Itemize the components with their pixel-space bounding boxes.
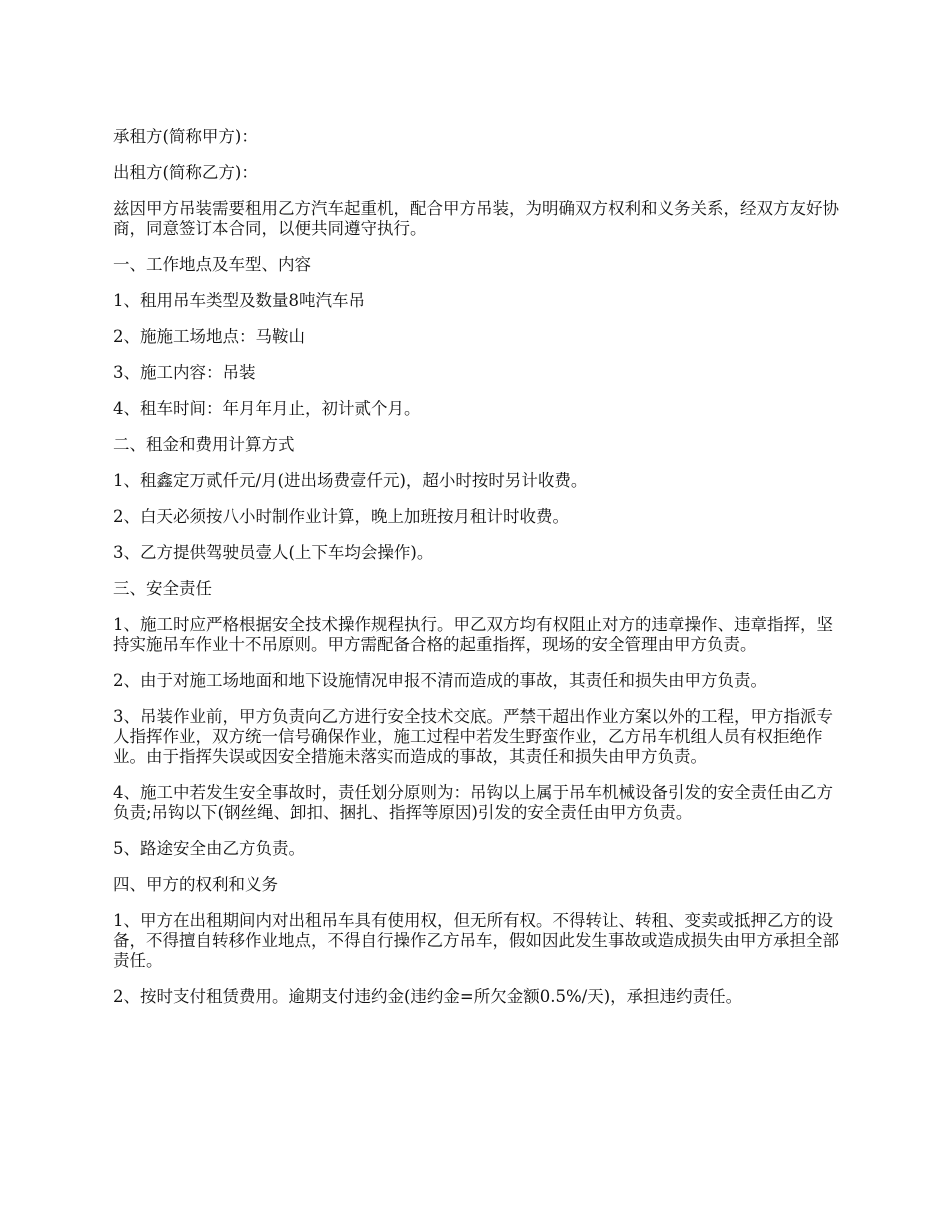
section-heading-2: 二、租金和费用计算方式 bbox=[113, 435, 295, 454]
clause-2-2: 2、白天必须按八小时制作业计算，晚上加班按月租计时收费。 bbox=[113, 507, 569, 526]
clause-4-2: 2、按时支付租赁费用。逾期支付违约金(违约金=所欠金额0.5%/天)，承担违约责任。 bbox=[113, 987, 743, 1006]
section-heading-3: 三、安全责任 bbox=[113, 579, 212, 598]
section-heading-4: 四、甲方的权利和义务 bbox=[113, 875, 278, 894]
clause-2-3: 3、乙方提供驾驶员壹人(上下车均会操作)。 bbox=[113, 543, 434, 562]
clause-1-4: 4、租车时间：年月年月止，初计贰个月。 bbox=[113, 399, 421, 418]
section-heading-1: 一、工作地点及车型、内容 bbox=[113, 255, 311, 274]
clause-3-2: 2、由于对施工场地面和地下设施情况申报不清而造成的事故，其责任和损失由甲方负责。 bbox=[113, 671, 767, 690]
clause-4-1: 1、甲方在出租期间内对出租吊车具有使用权，但无所有权。不得转让、转租、变卖或抵押乙方的设备，不得擅自转移作业地点，不得自行操作乙方吊车，假如因此发生事故或造成损失由甲方承担全部责任。 bbox=[113, 911, 839, 970]
preamble-paragraph: 兹因甲方吊装需要租用乙方汽车起重机，配合甲方吊装，为明确双方权利和义务关系，经双方友好协商，同意签订本合同，以便共同遵守执行。 bbox=[113, 199, 839, 238]
clause-3-5: 5、路途安全由乙方负责。 bbox=[113, 839, 305, 858]
party-a-line: 承租方(简称甲方)： bbox=[113, 127, 258, 146]
clause-3-1: 1、施工时应严格根据安全技术操作规程执行。甲乙双方均有权阻止对方的违章操作、违章指挥，坚持实施吊车作业十不吊原则。甲方需配备合格的起重指挥，现场的安全管理由甲方负责。 bbox=[113, 615, 833, 654]
clause-1-2: 2、施施工场地点：马鞍山 bbox=[113, 327, 305, 346]
clause-2-1: 1、租鑫定万贰仟元/月(进出场费壹仟元)，超小时按时另计收费。 bbox=[113, 471, 588, 490]
clause-1-3: 3、施工内容：吊装 bbox=[113, 363, 256, 382]
clause-3-4: 4、施工中若发生安全事故时，责任划分原则为：吊钩以上属于吊车机械设备引发的安全责任由乙方负责;吊钩以下(钢丝绳、卸扣、捆扎、指挥等原因)引发的安全责任由甲方负责。 bbox=[113, 783, 833, 822]
party-b-line: 出租方(简称乙方)： bbox=[113, 163, 258, 182]
clause-1-1: 1、租用吊车类型及数量8吨汽车吊 bbox=[113, 291, 365, 310]
document-page bbox=[113, 127, 843, 1023]
clause-3-3: 3、吊装作业前，甲方负责向乙方进行安全技术交底。严禁干超出作业方案以外的工程，甲方指派专人指挥作业，双方统一信号确保作业，施工过程中若发生野蛮作业，乙方吊车机组人员有权拒绝作业。由于指挥失误或因安全措施未落实而造成的事故，其责任和损失由甲方负责。 bbox=[113, 707, 833, 766]
